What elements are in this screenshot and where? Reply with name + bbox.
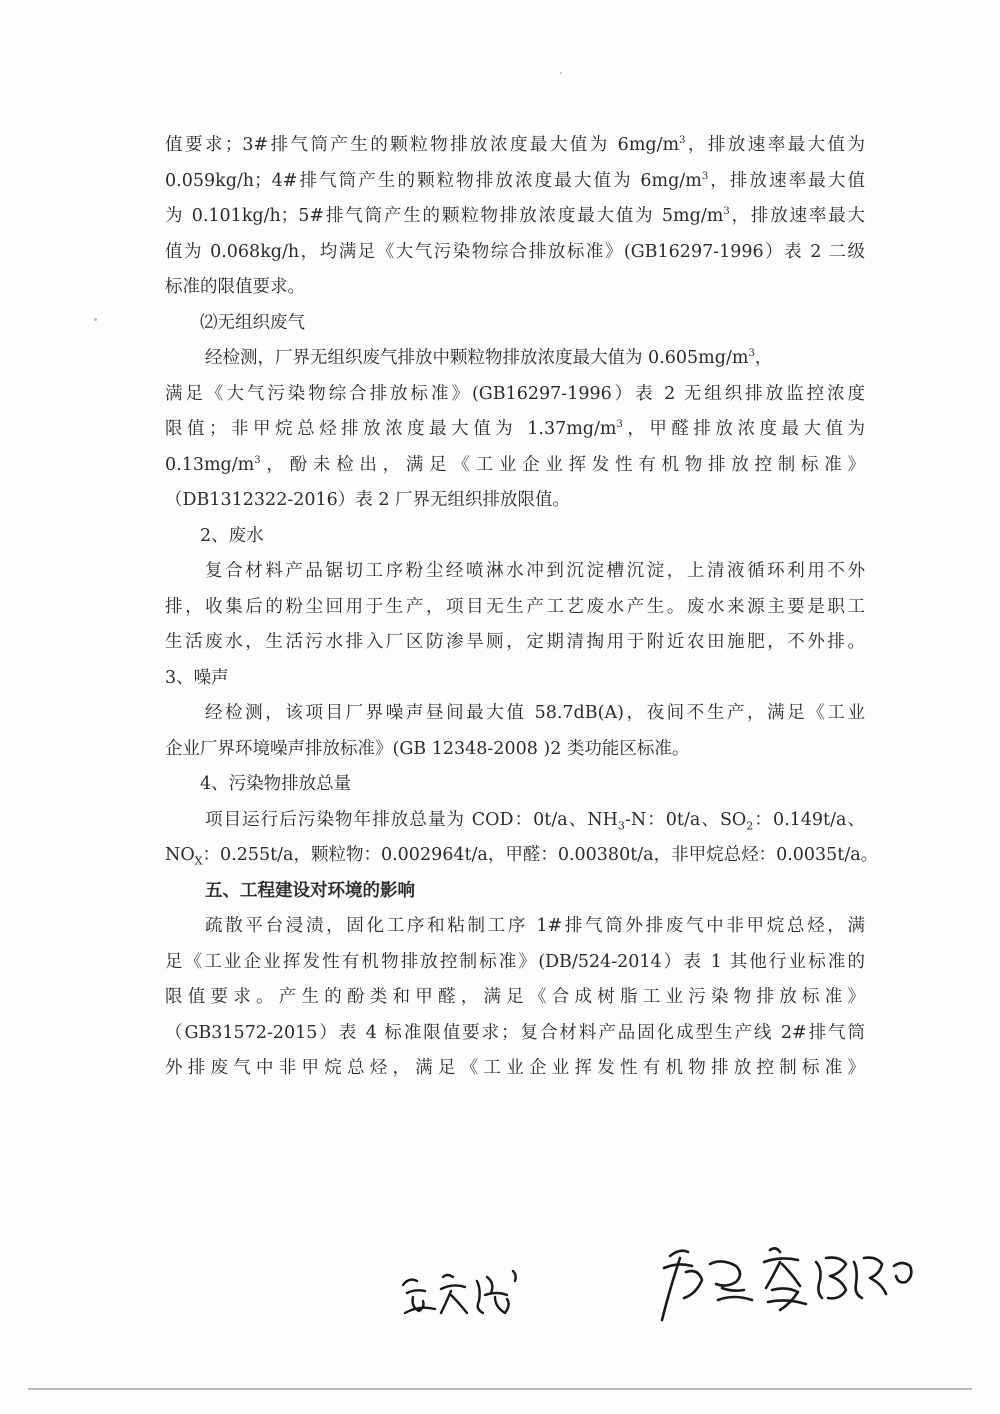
bottom-rule	[28, 1388, 972, 1390]
body-line-3: 为 0.101kg/h；5#排气筒产生的颗粒物排放浓度最大值为 $5mg/m^3$，排放速率最大	[165, 206, 866, 226]
scan-speck	[560, 72, 562, 74]
body-line-24: 足《工业企业挥发性有机物排放控制标准》(DB/524-2014）表 1 其他行业标准的	[165, 951, 865, 972]
document-body	[165, 128, 879, 1087]
section-heading-construction-impact: 五、工程建设对环境的影响	[205, 880, 415, 901]
section-heading-noise: 3、噪声	[165, 667, 229, 688]
body-line-14: 排，收集后的粉尘回用于生产，项目无生产工艺废水产生。废水来源主要是职工	[165, 596, 865, 617]
signature-1	[395, 1255, 535, 1339]
signature-1-drawing	[395, 1255, 535, 1335]
body-line-11: （DB1312322-2016）表 2 厂界无组织排放限值。	[165, 490, 571, 510]
body-line-18: 企业厂界环境噪声排放标准》(GB 12348-2008 )2 类功能区标准。	[165, 738, 690, 759]
signature-2-drawing	[640, 1228, 930, 1338]
section-heading-total-emissions: 4、污染物排放总量	[200, 774, 352, 794]
signature-2	[640, 1228, 930, 1342]
body-line-17: 经检测，该项目厂界噪声昼间最大值 58.7dB(A)，夜间不生产，满足《工业	[205, 703, 865, 723]
body-line-4: 值为 0.068kg/h，均满足《大气污染物综合排放标准》(GB16297-1996）表 2 二级	[165, 241, 865, 262]
body-line-10: $0.13mg/m^3$，酚未检出，满足《工业企业挥发性有机物排放控制标准》	[165, 454, 865, 475]
section-heading-wastewater: 2、废水	[200, 525, 264, 546]
body-line-9: 限值；非甲烷总烃排放浓度最大值为 $1.37mg/m^3$，甲醛排放浓度最大值为	[165, 419, 865, 439]
body-line-27: 外排废气中非甲烷总烃，满足《工业企业挥发性有机物排放控制标准》	[165, 1058, 865, 1078]
body-line-1: 值要求；3#排气筒产生的颗粒物排放浓度最大值为 $6mg/m^3$，排放速率最大值为	[165, 135, 866, 155]
body-line-20: 项目运行后污染物年排放总量为 COD：0t/a、$NH_3-N$：0t/a、$SO_2$：0.149t/a、	[205, 809, 865, 832]
section-heading-fugitive-gas: ⑵无组织废气	[200, 312, 305, 333]
body-line-13: 复合材料产品锯切工序粉尘经喷淋水冲到沉淀槽沉淀，上清液循环利用不外	[205, 561, 865, 581]
body-line-21: $NO_X$：0.255t/a，颗粒物：0.002964t/a，甲醛：0.00380t/a，非甲烷总烃：0.0035t/a。	[165, 845, 879, 868]
body-line-23: 疏散平台浸渍，固化工序和粘制工序 1#排气筒外排废气中非甲烷总烃，满	[205, 916, 865, 936]
scan-speck	[94, 318, 97, 321]
body-line-25: 限值要求。产生的酚类和甲醛，满足《合成树脂工业污染物排放标准》	[165, 987, 865, 1007]
body-line-15: 生活废水，生活污水排入厂区防渗旱厕，定期清掏用于附近农田施肥，不外排。	[165, 632, 865, 652]
body-line-7: 经检测，厂界无组织废气排放中颗粒物排放浓度最大值为 $0.605mg/m^3$，	[205, 348, 773, 368]
body-line-8: 满足《大气污染物综合排放标准》(GB16297-1996）表 2 无组织排放监控浓度	[165, 383, 865, 404]
body-line-26: （GB31572-2015）表 4 标准限值要求；复合材料产品固化成型生产线 2#排气筒	[165, 1022, 865, 1043]
body-line-2: 0.059kg/h；4#排气筒产生的颗粒物排放浓度最大值为 $6mg/m^3$，排放速率最大值	[165, 170, 866, 191]
body-line-5: 标准的限值要求。	[165, 277, 305, 297]
